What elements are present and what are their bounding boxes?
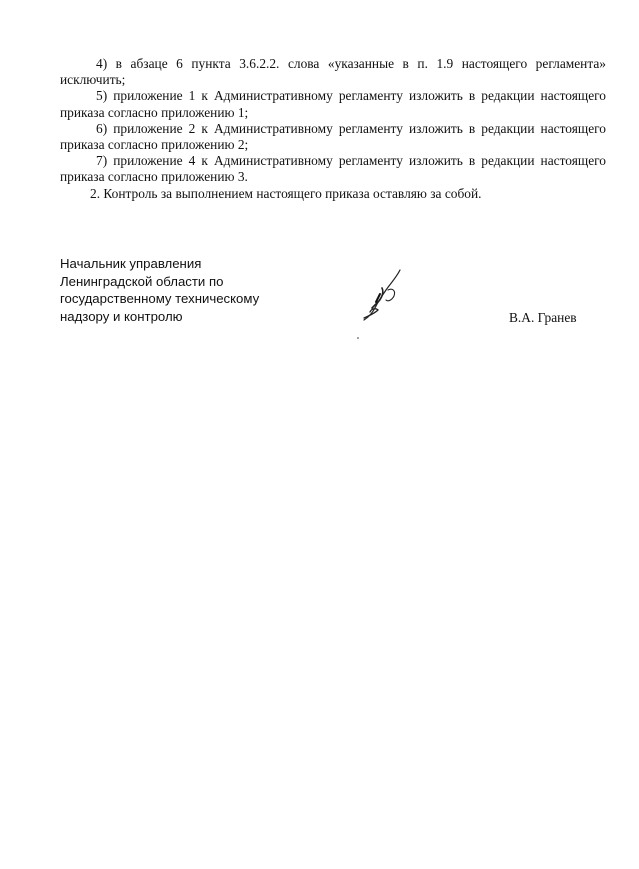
signatory-name: В.А. Гранев xyxy=(509,310,577,325)
signer-line-4: надзору и контролю xyxy=(60,308,183,324)
item-7: 7) приложение 4 к Административному регламенту изложить в редакции настоящего приказа согласно приложению 3. xyxy=(60,153,606,185)
item-6: 6) приложение 2 к Административному регламенту изложить в редакции настоящего приказа согласно приложению 2; xyxy=(60,120,606,153)
amendment-list xyxy=(60,56,606,202)
signer-line-2: Ленинградской области по xyxy=(60,273,224,289)
signer-line-3: государственному техническому xyxy=(60,291,260,306)
item-4: 4) в абзаце 6 пункта 3.6.2.2. слова «указанные в п. 1.9 настоящего регламента» исключить; xyxy=(60,56,606,88)
item-control: 2. Контроль за выполнением настоящего приказа оставляю за собой. xyxy=(90,185,482,201)
signer-line-1: Начальник управления xyxy=(60,256,202,271)
signer-title xyxy=(60,255,300,325)
handwritten-signature xyxy=(352,268,412,348)
item-5: 5) приложение 1 к Административному регламенту изложить в редакции настоящего приказа согласно приложению 1; xyxy=(60,88,606,120)
